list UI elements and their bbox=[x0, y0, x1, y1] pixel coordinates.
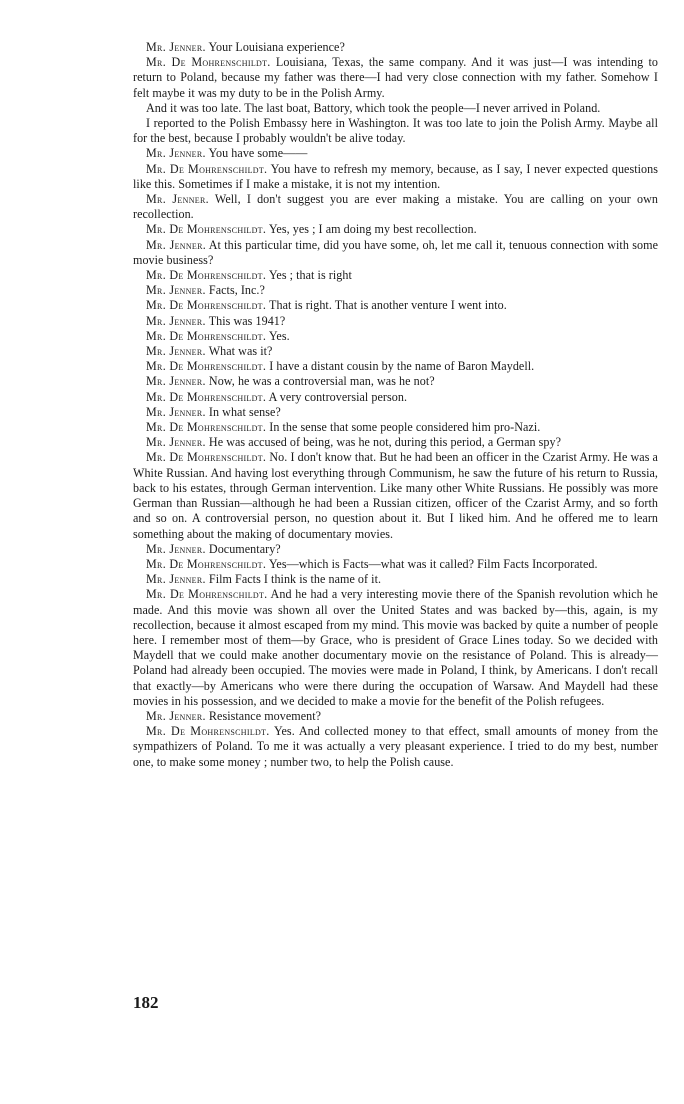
speech-text: Your Louisiana experience? bbox=[205, 40, 345, 54]
testimony-paragraph bbox=[133, 374, 658, 389]
testimony-paragraph bbox=[133, 405, 658, 420]
speaker-name: Mr. De Mohrenschildt. bbox=[146, 161, 268, 176]
testimony-paragraph bbox=[133, 450, 658, 541]
speech-text: You have to refresh my memory, because, as I say, I never expected questions like this. Sometimes if I make a mistake, it is not my intention. bbox=[133, 161, 658, 191]
testimony-paragraph bbox=[133, 283, 658, 298]
speaker-name: Mr. Jenner. bbox=[146, 40, 206, 54]
testimony-paragraph bbox=[133, 314, 658, 329]
speaker-name: Mr. Jenner. bbox=[146, 435, 206, 450]
speech-text: That is right. That is another venture I went into. bbox=[266, 298, 507, 313]
speech-text: At this particular time, did you have some, oh, let me call it, tenuous connection with some movie business? bbox=[133, 237, 658, 267]
speech-text: Yes. And collected money to that effect, small amounts of money from the sympathizers of Poland. To me it was actually a very pleasant experience. I tried to do my best, number one, to make some money ; number two, to help the Polish cause. bbox=[133, 724, 658, 769]
speech-text: No. I don't know that. But he had been an officer in the Czarist Army. He was a White Russian. And having lost everything through Communism, he saw the future of his return to Russia, back to his estates, through German intervention. Like many other White Russians. He possibly was more German than Russian—although he had been a Russian citizen, officer of the Czarist Army, and so forth and so on. A controversial person, no question about it. But I liked him. And he offered me to learn something about the making of documentary movies. bbox=[133, 450, 658, 541]
document-body bbox=[133, 40, 658, 770]
testimony-paragraph bbox=[133, 557, 658, 572]
speaker-name: Mr. Jenner. bbox=[146, 572, 206, 587]
speech-text: In what sense? bbox=[205, 404, 281, 419]
testimony-paragraph bbox=[133, 146, 658, 161]
testimony-paragraph bbox=[133, 162, 658, 192]
speech-text: He was accused of being, was he not, during this period, a German spy? bbox=[205, 435, 562, 450]
testimony-paragraph bbox=[133, 359, 658, 374]
speaker-name: Mr. Jenner. bbox=[146, 541, 206, 556]
speaker-name: Mr. Jenner. bbox=[146, 344, 206, 359]
speech-text: Film Facts I think is the name of it. bbox=[205, 572, 382, 587]
speech-text: Louisiana, Texas, the same company. And it was just—I was intending to return to Poland, because my father was there—I had very close connection with my father. Somehow I felt maybe it was my duty to be in the Polish Army. bbox=[133, 55, 658, 100]
speaker-name: Mr. De Mohrenschildt. bbox=[146, 328, 267, 343]
speaker-name: Mr. Jenner. bbox=[146, 313, 206, 328]
speaker-name: Mr. Jenner. bbox=[146, 237, 207, 252]
speech-text: Yes. bbox=[266, 328, 290, 343]
testimony-paragraph bbox=[133, 55, 658, 101]
testimony-paragraph bbox=[133, 420, 658, 435]
speaker-name: Mr. Jenner. bbox=[146, 374, 206, 389]
speech-text: A very controversial person. bbox=[266, 389, 408, 404]
testimony-paragraph bbox=[133, 101, 658, 116]
speaker-name: Mr. De Mohrenschildt. bbox=[146, 587, 268, 602]
speech-text: I reported to the Polish Embassy here in Washington. It was too late to join the Polish Army. Maybe all for the best, because I probably wouldn't be alive today. bbox=[133, 116, 658, 146]
speech-text: Well, I don't suggest you are ever making a mistake. You are calling on your own recollection. bbox=[133, 192, 658, 222]
speaker-name: Mr. Jenner. bbox=[146, 283, 206, 298]
testimony-paragraph bbox=[133, 709, 658, 724]
speech-text: What was it? bbox=[205, 344, 273, 359]
speech-text: Now, he was a controversial man, was he not? bbox=[205, 374, 435, 389]
speaker-name: Mr. De Mohrenschildt. bbox=[146, 389, 267, 404]
speaker-name: Mr. Jenner. bbox=[146, 404, 206, 419]
testimony-paragraph bbox=[133, 116, 658, 146]
speaker-name: Mr. De Mohrenschildt. bbox=[146, 450, 267, 465]
speaker-name: Mr. De Mohrenschildt. bbox=[146, 268, 267, 283]
speech-text: Documentary? bbox=[205, 541, 281, 556]
speech-text: Yes ; that is right bbox=[266, 268, 352, 283]
speech-text: And he had a very interesting movie there of the Spanish revolution which he made. And this movie was shown all over the United States and was backed by—this, again, is my recollection, because it almost escaped from my mind. This movie was backed by quite a number of people here. I remember most of them—by Grace, who is president of Grace Lines today. So we decided with Maydell that we could make another documentary movie on the resistance of Poland. This is already—Poland had already been occupied. The movies were made in Poland, I think, by Americans. I don't recall that exactly—by Americans who were there during the occupation of Warsaw. And Maydell had these movies in his possession, and we decided to make a movie for the benefit of the Polish refugees. bbox=[133, 587, 658, 708]
speaker-name: Mr. De Mohrenschildt. bbox=[146, 420, 267, 435]
speech-text: This was 1941? bbox=[205, 313, 286, 328]
page-number: 182 bbox=[133, 993, 159, 1012]
testimony-paragraph bbox=[133, 298, 658, 313]
speech-text: Resistance movement? bbox=[205, 708, 322, 723]
testimony-paragraph bbox=[133, 344, 658, 359]
speech-text: And it was too late. The last boat, Battory, which took the people—I never arrived in Poland. bbox=[146, 100, 601, 115]
speech-text: Yes, yes ; I am doing my best recollection. bbox=[266, 222, 477, 237]
speech-text: Facts, Inc.? bbox=[205, 283, 265, 298]
speaker-name: Mr. De Mohrenschildt. bbox=[146, 298, 267, 313]
speaker-name: Mr. Jenner. bbox=[146, 146, 206, 161]
speech-text: Yes—which is Facts—what was it called? Film Facts Incorporated. bbox=[266, 556, 598, 571]
testimony-paragraph bbox=[133, 390, 658, 405]
testimony-paragraph bbox=[133, 222, 658, 237]
testimony-paragraph bbox=[133, 268, 658, 283]
testimony-paragraph bbox=[133, 329, 658, 344]
testimony-paragraph bbox=[133, 572, 658, 587]
speaker-name: Mr. Jenner. bbox=[146, 708, 206, 723]
speaker-name: Mr. De Mohrenschildt. bbox=[146, 724, 270, 739]
speaker-name: Mr. De Mohrenschildt. bbox=[146, 222, 267, 237]
speech-text: In the sense that some people considered him pro-Nazi. bbox=[266, 420, 541, 435]
speaker-name: Mr. De Mohrenschildt. bbox=[146, 55, 271, 70]
speaker-name: Mr. De Mohrenschildt. bbox=[146, 359, 267, 374]
testimony-paragraph bbox=[133, 238, 658, 268]
testimony-paragraph bbox=[133, 435, 658, 450]
testimony-paragraph bbox=[133, 587, 658, 709]
testimony-paragraph bbox=[133, 724, 658, 770]
speaker-name: Mr. De Mohrenschildt. bbox=[146, 556, 267, 571]
testimony-paragraph bbox=[133, 542, 658, 557]
testimony-paragraph bbox=[133, 40, 658, 55]
speaker-name: Mr. Jenner. bbox=[146, 192, 209, 207]
testimony-paragraph bbox=[133, 192, 658, 222]
speech-text: You have some—— bbox=[205, 146, 308, 161]
speech-text: I have a distant cousin by the name of Baron Maydell. bbox=[266, 359, 535, 374]
